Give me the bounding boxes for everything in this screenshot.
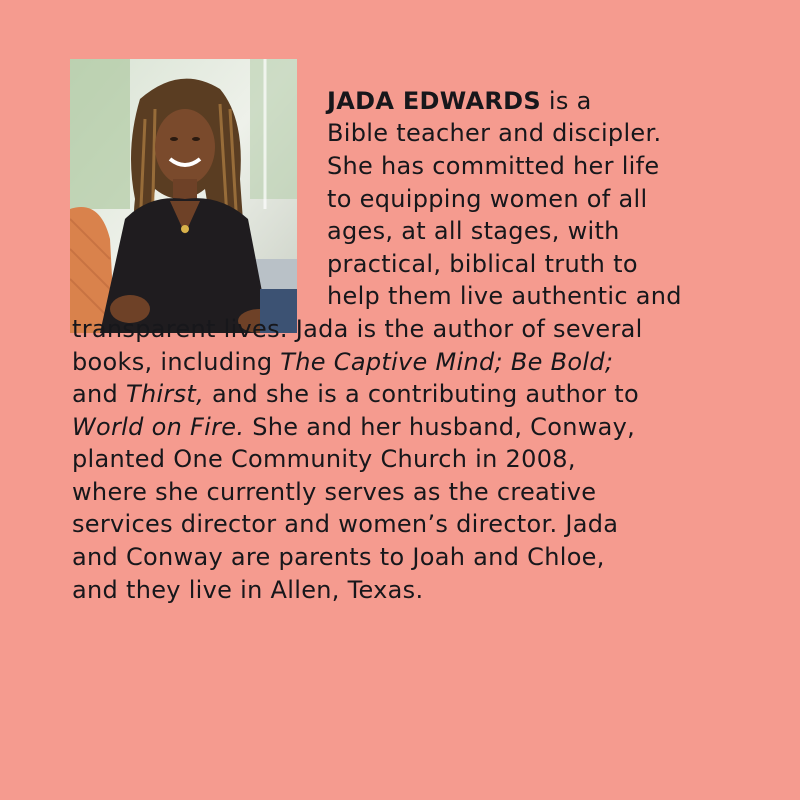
- book-titles: The Captive Mind; Be Bold;: [280, 348, 614, 376]
- bio-line: [72, 412, 635, 442]
- bio-text: books, including: [72, 348, 281, 376]
- book-title: Thirst,: [125, 380, 205, 408]
- bio-text: She and her husband, Conway,: [244, 413, 636, 441]
- bio-text: and she is a contributing author to: [204, 380, 639, 408]
- bio-line: Bible teacher and discipler.: [327, 119, 662, 147]
- bio-line: [327, 86, 592, 116]
- bio-text: and: [72, 380, 126, 408]
- bio-line: [72, 347, 613, 377]
- bio-line: and they live in Allen, Texas.: [72, 576, 424, 604]
- bio-line: help them live authentic and: [327, 282, 682, 310]
- author-name: JADA EDWARDS: [327, 87, 541, 115]
- bio-line: where she currently serves as the creative: [72, 478, 597, 506]
- bio-line: practical, biblical truth to: [327, 250, 638, 278]
- bio-line: services director and women’s director. Jada: [72, 510, 619, 538]
- bio-line: planted One Community Church in 2008,: [72, 445, 576, 473]
- bio-text: is a: [540, 87, 592, 115]
- book-title: World on Fire.: [72, 413, 245, 441]
- bio-line: transparent lives. Jada is the author of several: [72, 315, 643, 343]
- bio-line: to equipping women of all: [327, 185, 648, 213]
- bio-line: and Conway are parents to Joah and Chloe,: [72, 543, 605, 571]
- bio-line: ages, at all stages, with: [327, 217, 620, 245]
- bio-line: She has committed her life: [327, 152, 660, 180]
- bio-line: [72, 379, 639, 409]
